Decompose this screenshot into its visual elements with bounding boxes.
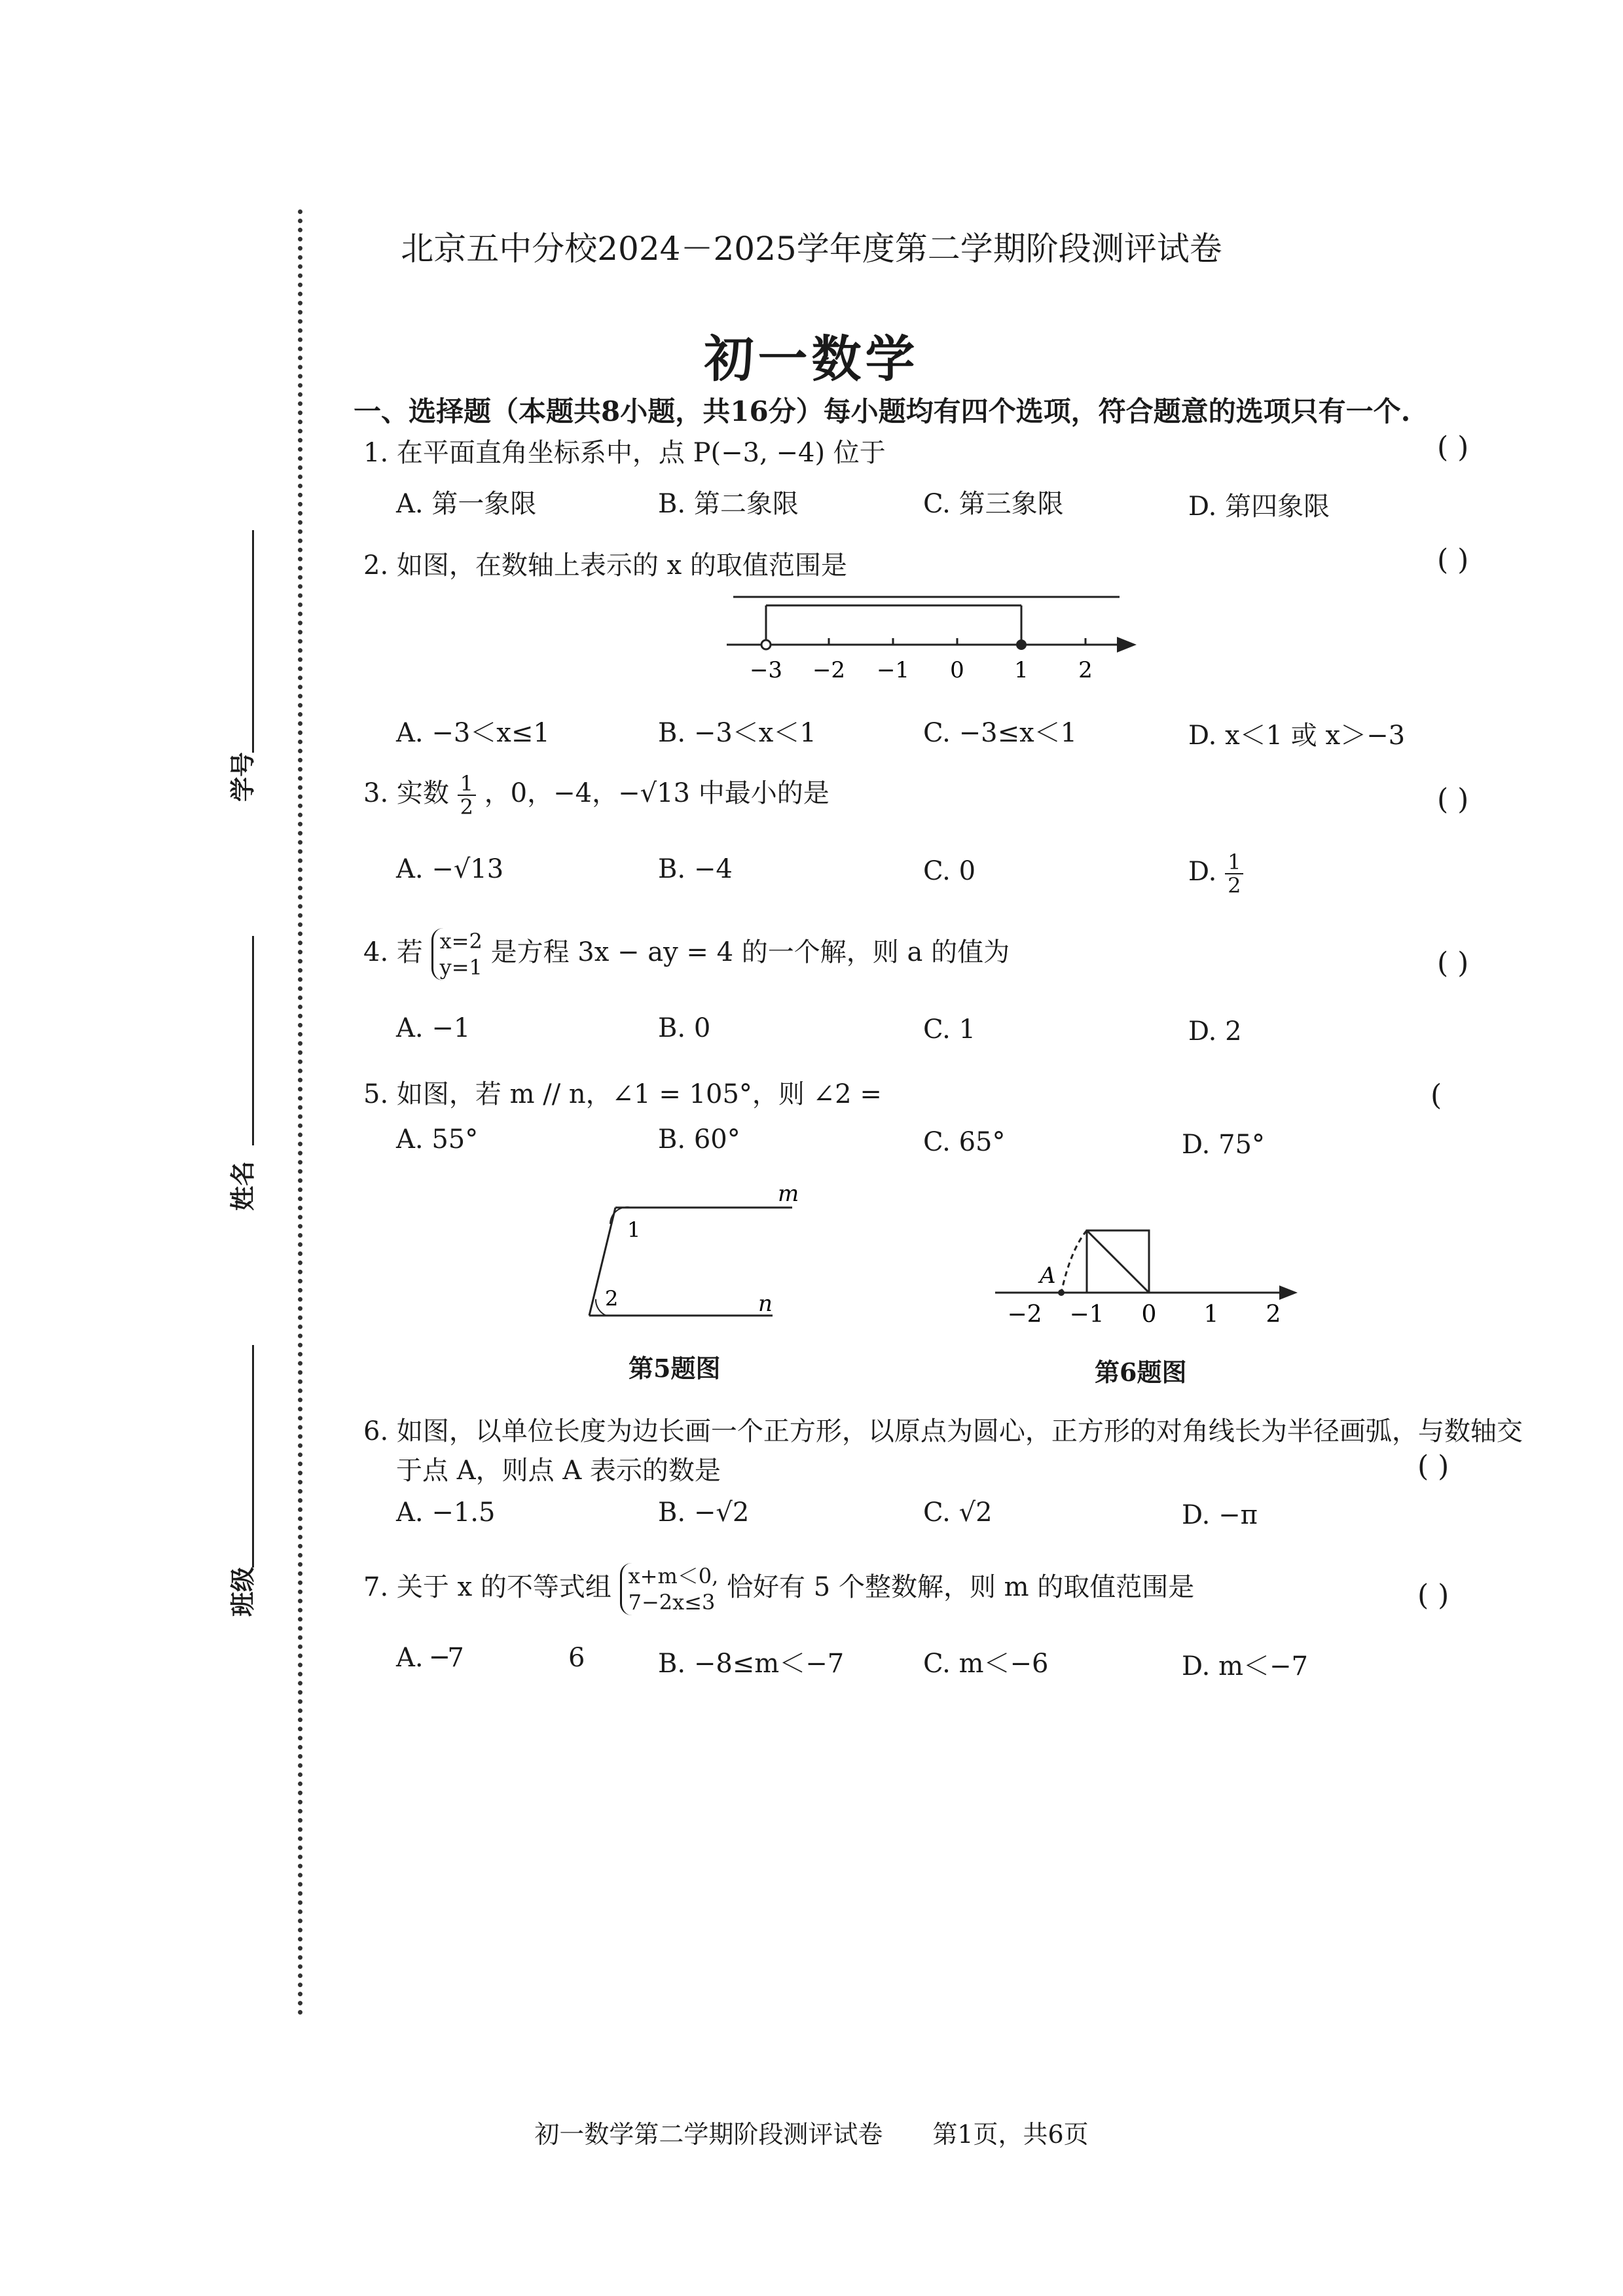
q3-stem-pre: 3. 实数: [363, 778, 449, 808]
xingming-label: 姓名: [228, 1160, 257, 1211]
q4-option-a: A. −1: [396, 1013, 471, 1043]
q6-option-c: C. √2: [923, 1498, 993, 1528]
q3-option-d: [1188, 851, 1243, 897]
q5-option-c: C. 65°: [923, 1127, 1006, 1157]
q6-label-a: A: [1040, 1263, 1056, 1289]
q5-parallel-lines-figure: [570, 1178, 805, 1335]
q1-answer-paren: ( ): [1437, 431, 1469, 464]
q7-stem-pre: 7. 关于 x 的不等式组: [363, 1572, 611, 1602]
q2-axis-arrow: [1117, 637, 1137, 653]
q2-tick-label: −1: [876, 657, 910, 683]
banji-blank: [252, 1345, 254, 1568]
xingming-blank: [252, 936, 254, 1145]
q6-arc: [1061, 1230, 1087, 1293]
q6-option-a: A. −1.5: [396, 1498, 496, 1528]
q1-stem: 1. 在平面直角坐标系中，点 P(−3, −4) 位于: [363, 438, 886, 468]
q4-option-b: B. 0: [658, 1013, 711, 1043]
q5-option-a: A. 55°: [396, 1124, 479, 1155]
q6-stem: 6. 如图，以单位长度为边长画一个正方形，以原点为圆心，正方形的对角线长为半径画弧，与数轴交: [363, 1416, 1523, 1446]
q6-point-a: [1058, 1289, 1065, 1296]
q3-option-d-label: D.: [1188, 857, 1217, 887]
q5-option-d: D. 75°: [1182, 1130, 1265, 1160]
q7-option-c: C. m＜−6: [923, 1649, 1049, 1679]
q6-tick-label: −2: [1007, 1301, 1042, 1328]
binding-dotted-line: [298, 209, 302, 2016]
q3-stem-post: ，0，−4，−√13 中最小的是: [484, 778, 830, 808]
q2-option-b: B. −3＜x＜1: [658, 718, 816, 748]
q7-stray-mark: 6: [568, 1643, 585, 1673]
q3-option-b: B. −4: [658, 854, 733, 884]
q1-option-c: C. 第三象限: [923, 489, 1064, 519]
q6-axis-arrow: [1279, 1285, 1298, 1300]
q2-number-line-figure: [720, 583, 1152, 694]
q3-answer-paren: ( ): [1437, 783, 1469, 816]
q2-closed-point: [1016, 639, 1027, 650]
q5-label-angle1: 1: [627, 1217, 641, 1242]
q7-option-d: D. m＜−7: [1182, 1651, 1308, 1681]
q3-option-d-fraction: [1225, 851, 1243, 897]
q5-stem: 5. 如图，若 m // n，∠1 = 105°，则 ∠2 =: [363, 1079, 882, 1109]
q2-tick-label: 2: [1078, 657, 1093, 683]
q2-option-c: C. −3≤x＜1: [923, 718, 1078, 748]
q1-option-a: A. 第一象限: [396, 489, 537, 519]
q4-option-c: C. 1: [923, 1014, 976, 1045]
q3-option-c: C. 0: [923, 856, 976, 886]
q5-option-b: B. 60°: [658, 1124, 740, 1155]
q7-stem: [363, 1563, 1194, 1615]
q1-option-b: B. 第二象限: [658, 489, 799, 519]
q6-tick-label: −1: [1069, 1301, 1104, 1328]
q2-tick-label: 0: [950, 657, 964, 683]
q4-sys-line1: x=2: [439, 929, 483, 954]
q6-answer-paren: ( ): [1417, 1450, 1450, 1483]
q7-sys-line1: x+m＜0,: [628, 1564, 719, 1588]
q7-answer-paren: ( ): [1417, 1579, 1450, 1612]
q6-square-arc-figure: [989, 1217, 1303, 1335]
q7-option-a: A. ─7: [396, 1643, 464, 1673]
subject-title: 初一数学: [704, 330, 919, 388]
q4-stem-pre: 4. 若: [363, 937, 423, 967]
q2-option-a: A. −3＜x≤1: [396, 718, 550, 748]
q7-inequality-system: [620, 1563, 719, 1615]
banji-label: 班级: [228, 1566, 257, 1617]
q6-stem-line2: 于点 A，则点 A 表示的数是: [396, 1456, 721, 1486]
q6-tick-label: 2: [1266, 1301, 1281, 1328]
q7-sys-line2: 7−2x≤3: [628, 1590, 716, 1615]
exam-title: 北京五中分校2024－2025学年度第二学期阶段测评试卷: [401, 230, 1222, 268]
q4-equation-system: [431, 928, 483, 980]
q6-option-d: D. −π: [1182, 1500, 1258, 1530]
q6-diagonal: [1087, 1230, 1149, 1293]
q3-frac-num: 1: [458, 772, 476, 796]
q5-label-n: n: [758, 1291, 773, 1317]
q3-frac-den: 2: [460, 795, 473, 819]
q7-option-b: B. −8≤m＜−7: [658, 1649, 845, 1679]
q7-stem-post: 恰好有 5 个整数解，则 m 的取值范围是: [727, 1572, 1195, 1602]
q2-open-point: [761, 640, 771, 649]
q2-tick-label: −3: [749, 657, 783, 683]
q6-figure-caption: 第6题图: [1095, 1357, 1187, 1387]
q6-tick-label: 0: [1141, 1301, 1157, 1328]
q2-answer-paren: ( ): [1437, 543, 1469, 577]
q2-option-d: D. x＜1 或 x＞−3: [1188, 721, 1406, 751]
q4-answer-paren: ( ): [1437, 946, 1469, 980]
q4-stem: [363, 928, 1010, 980]
page-footer: 初一数学第二学期阶段测评试卷 第1页，共6页: [534, 2120, 1089, 2149]
q5-figure-caption: 第5题图: [629, 1354, 721, 1383]
q3-optd-num: 1: [1225, 851, 1243, 874]
q2-tick-label: 1: [1014, 657, 1029, 683]
xuehao-label: 学号: [228, 751, 257, 802]
q4-sys-line2: y=1: [439, 955, 483, 980]
q5-label-angle2: 2: [605, 1286, 619, 1311]
q3-optd-den: 2: [1228, 873, 1241, 898]
q5-answer-paren: (: [1431, 1079, 1442, 1112]
section-heading: 一、选择题（本题共8小题，共16分）每小题均有四个选项，符合题意的选项只有一个.: [354, 395, 1411, 427]
xuehao-blank: [252, 530, 254, 753]
q2-stem: 2. 如图，在数轴上表示的 x 的取值范围是: [363, 550, 847, 581]
q1-option-d: D. 第四象限: [1188, 492, 1330, 522]
q4-stem-post: 是方程 3x − ay = 4 的一个解，则 a 的值为: [490, 937, 1010, 967]
q5-label-m: m: [778, 1181, 799, 1207]
q6-tick-label: 1: [1203, 1301, 1219, 1328]
q2-tick-label: −2: [812, 657, 846, 683]
q3-stem: [363, 772, 830, 818]
q4-option-d: D. 2: [1188, 1016, 1242, 1047]
q6-option-b: B. −√2: [658, 1498, 750, 1528]
q3-fraction: [458, 772, 476, 818]
q3-option-a: A. −√13: [396, 854, 504, 884]
